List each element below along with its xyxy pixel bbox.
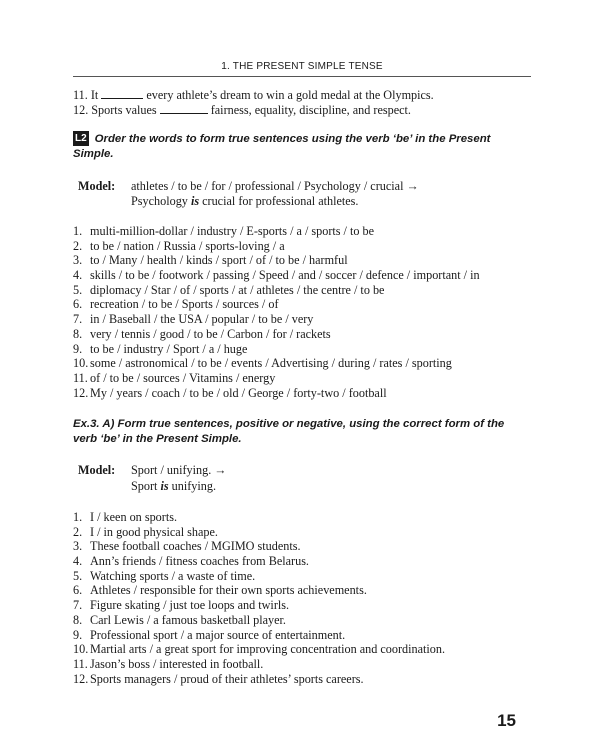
model-prompt: Sport / unifying. → [131,463,227,477]
item-text: multi-million-dollar / industry / E-sports / a / sports / to be [90,224,375,238]
answer-blank[interactable] [160,104,208,114]
list-item [73,598,553,613]
item-number: 12. [73,385,89,400]
exercise-3-heading [73,417,531,447]
list-item [73,642,553,657]
item-text: Sports managers / proud of their athletes’ sports careers. [90,671,364,686]
list-item [73,672,553,687]
item-text: of / to be / sources / Vitamins / energy [90,370,276,385]
item-text: These football coaches / MGIMO students. [90,539,301,554]
list-item [73,342,553,357]
item-number: 8. [73,326,83,341]
model-answer-verb: is [190,194,200,208]
item-text: to / Many / health / kinds / sport / of / to be / harmful [90,253,348,268]
model-answer-start: Psychology [131,194,191,208]
answer-blank[interactable] [101,89,143,99]
exercise-badge: L2 [75,133,87,144]
list-item [73,525,553,540]
item-text: recreation / to be / Sports / sources / of [90,297,279,312]
item-text: Figure skating / just toe loops and twirls. [90,598,290,613]
list-item [73,554,553,569]
top-item-11 [73,88,434,103]
item-number: 10. [73,356,89,371]
exercise-2-instruction: Order the words to form true sentences using the verb ‘be’ in the Present Simple. [73,133,491,160]
item-number: 5. [73,568,83,583]
model-label: Model: [78,463,116,477]
item-number: 3. [73,539,83,554]
item-number: 12. [73,103,89,117]
list-item [73,569,553,584]
model-prompt: athletes / to be / for / professional / Psychology / crucial → [131,179,419,193]
item-number: 4. [73,554,83,569]
exercise-3-list [73,510,553,686]
item-text-after: every athlete’s dream to win a gold medal at the Olympics. [146,88,434,102]
list-item [73,371,553,386]
item-number: 8. [73,612,83,627]
item-text-after: fairness, equality, discipline, and respect. [210,103,411,117]
item-text-before: Sports values [91,103,157,117]
item-text: My / years / coach / to be / old / George / forty-two / football [90,385,387,400]
item-number: 6. [73,297,83,312]
exercise-2-list [73,224,553,400]
list-item [73,297,553,312]
model-label: Model: [78,179,116,193]
list-item [73,312,553,327]
item-text-before: It [90,88,99,102]
item-text: skills / to be / footwork / passing / Speed / and / soccer / defence / important / in [90,268,480,283]
item-number: 7. [73,312,83,327]
list-item [73,356,553,371]
item-text: Athletes / responsible for their own sports achievements. [90,583,367,598]
list-item [73,539,553,554]
model-answer-end: unifying. [168,479,217,493]
item-number: 11. [73,88,88,102]
model-answer-end: crucial for professional athletes. [199,194,359,208]
item-text: Jason’s boss / interested in football. [90,656,264,671]
model-answer [131,194,358,209]
item-number: 2. [73,238,83,253]
item-text: Martial arts / a great sport for improving concentration and coordination. [90,642,446,657]
list-item [73,613,553,628]
item-number: 9. [73,627,83,642]
header-rule [73,76,531,77]
page-number: 15 [497,711,516,730]
list-item [73,283,553,298]
item-text: Ann’s friends / fitness coaches from Belarus. [90,554,309,569]
item-number: 2. [73,524,83,539]
item-number: 11. [73,656,88,671]
model-answer-start: Sport [131,479,161,493]
item-text: very / tennis / good / to be / Carbon / for / rackets [90,326,331,341]
list-item [73,386,553,401]
item-number: 5. [73,282,83,297]
list-item [73,583,553,598]
exercise-2-heading [73,131,531,162]
item-number: 7. [73,598,83,613]
list-item [73,224,553,239]
item-number: 1. [73,224,83,238]
top-item-12 [73,103,411,118]
item-number: 3. [73,253,83,268]
item-text: Professional sport / a major source of entertainment. [90,627,346,642]
item-number: 11. [73,370,88,385]
list-item [73,239,553,254]
item-text: I / in good physical shape. [90,524,218,539]
item-number: 10. [73,642,89,657]
running-title: 1. THE PRESENT SIMPLE TENSE [221,61,383,72]
item-text: some / astronomical / to be / events / Advertising / during / rates / sporting [90,356,452,371]
list-item [73,510,553,525]
list-item [73,628,553,643]
item-number: 6. [73,583,83,598]
item-number: 9. [73,341,83,356]
list-item [73,253,553,268]
item-text: Carl Lewis / a famous basketball player. [90,612,286,627]
model-answer [131,479,216,494]
exercise-3-instruction: Ex.3. A) Form true sentences, positive or negative, using the correct form of the verb ‘be’ in the Present Simple. [73,418,505,445]
list-item [73,657,553,672]
item-text: to be / nation / Russia / sports-loving / a [90,238,285,253]
item-text: I / keen on sports. [90,510,177,524]
item-text: in / Baseball / the USA / popular / to be / very [90,312,314,327]
item-text: Watching sports / a waste of time. [90,568,256,583]
item-number: 1. [73,510,83,524]
item-number: 4. [73,268,83,283]
item-text: to be / industry / Sport / a / huge [90,341,248,356]
list-item [73,268,553,283]
model-answer-verb: is [160,479,169,493]
item-text: diplomacy / Star / of / sports / at / athletes / the centre / to be [90,282,385,297]
list-item [73,327,553,342]
item-number: 12. [73,671,89,686]
